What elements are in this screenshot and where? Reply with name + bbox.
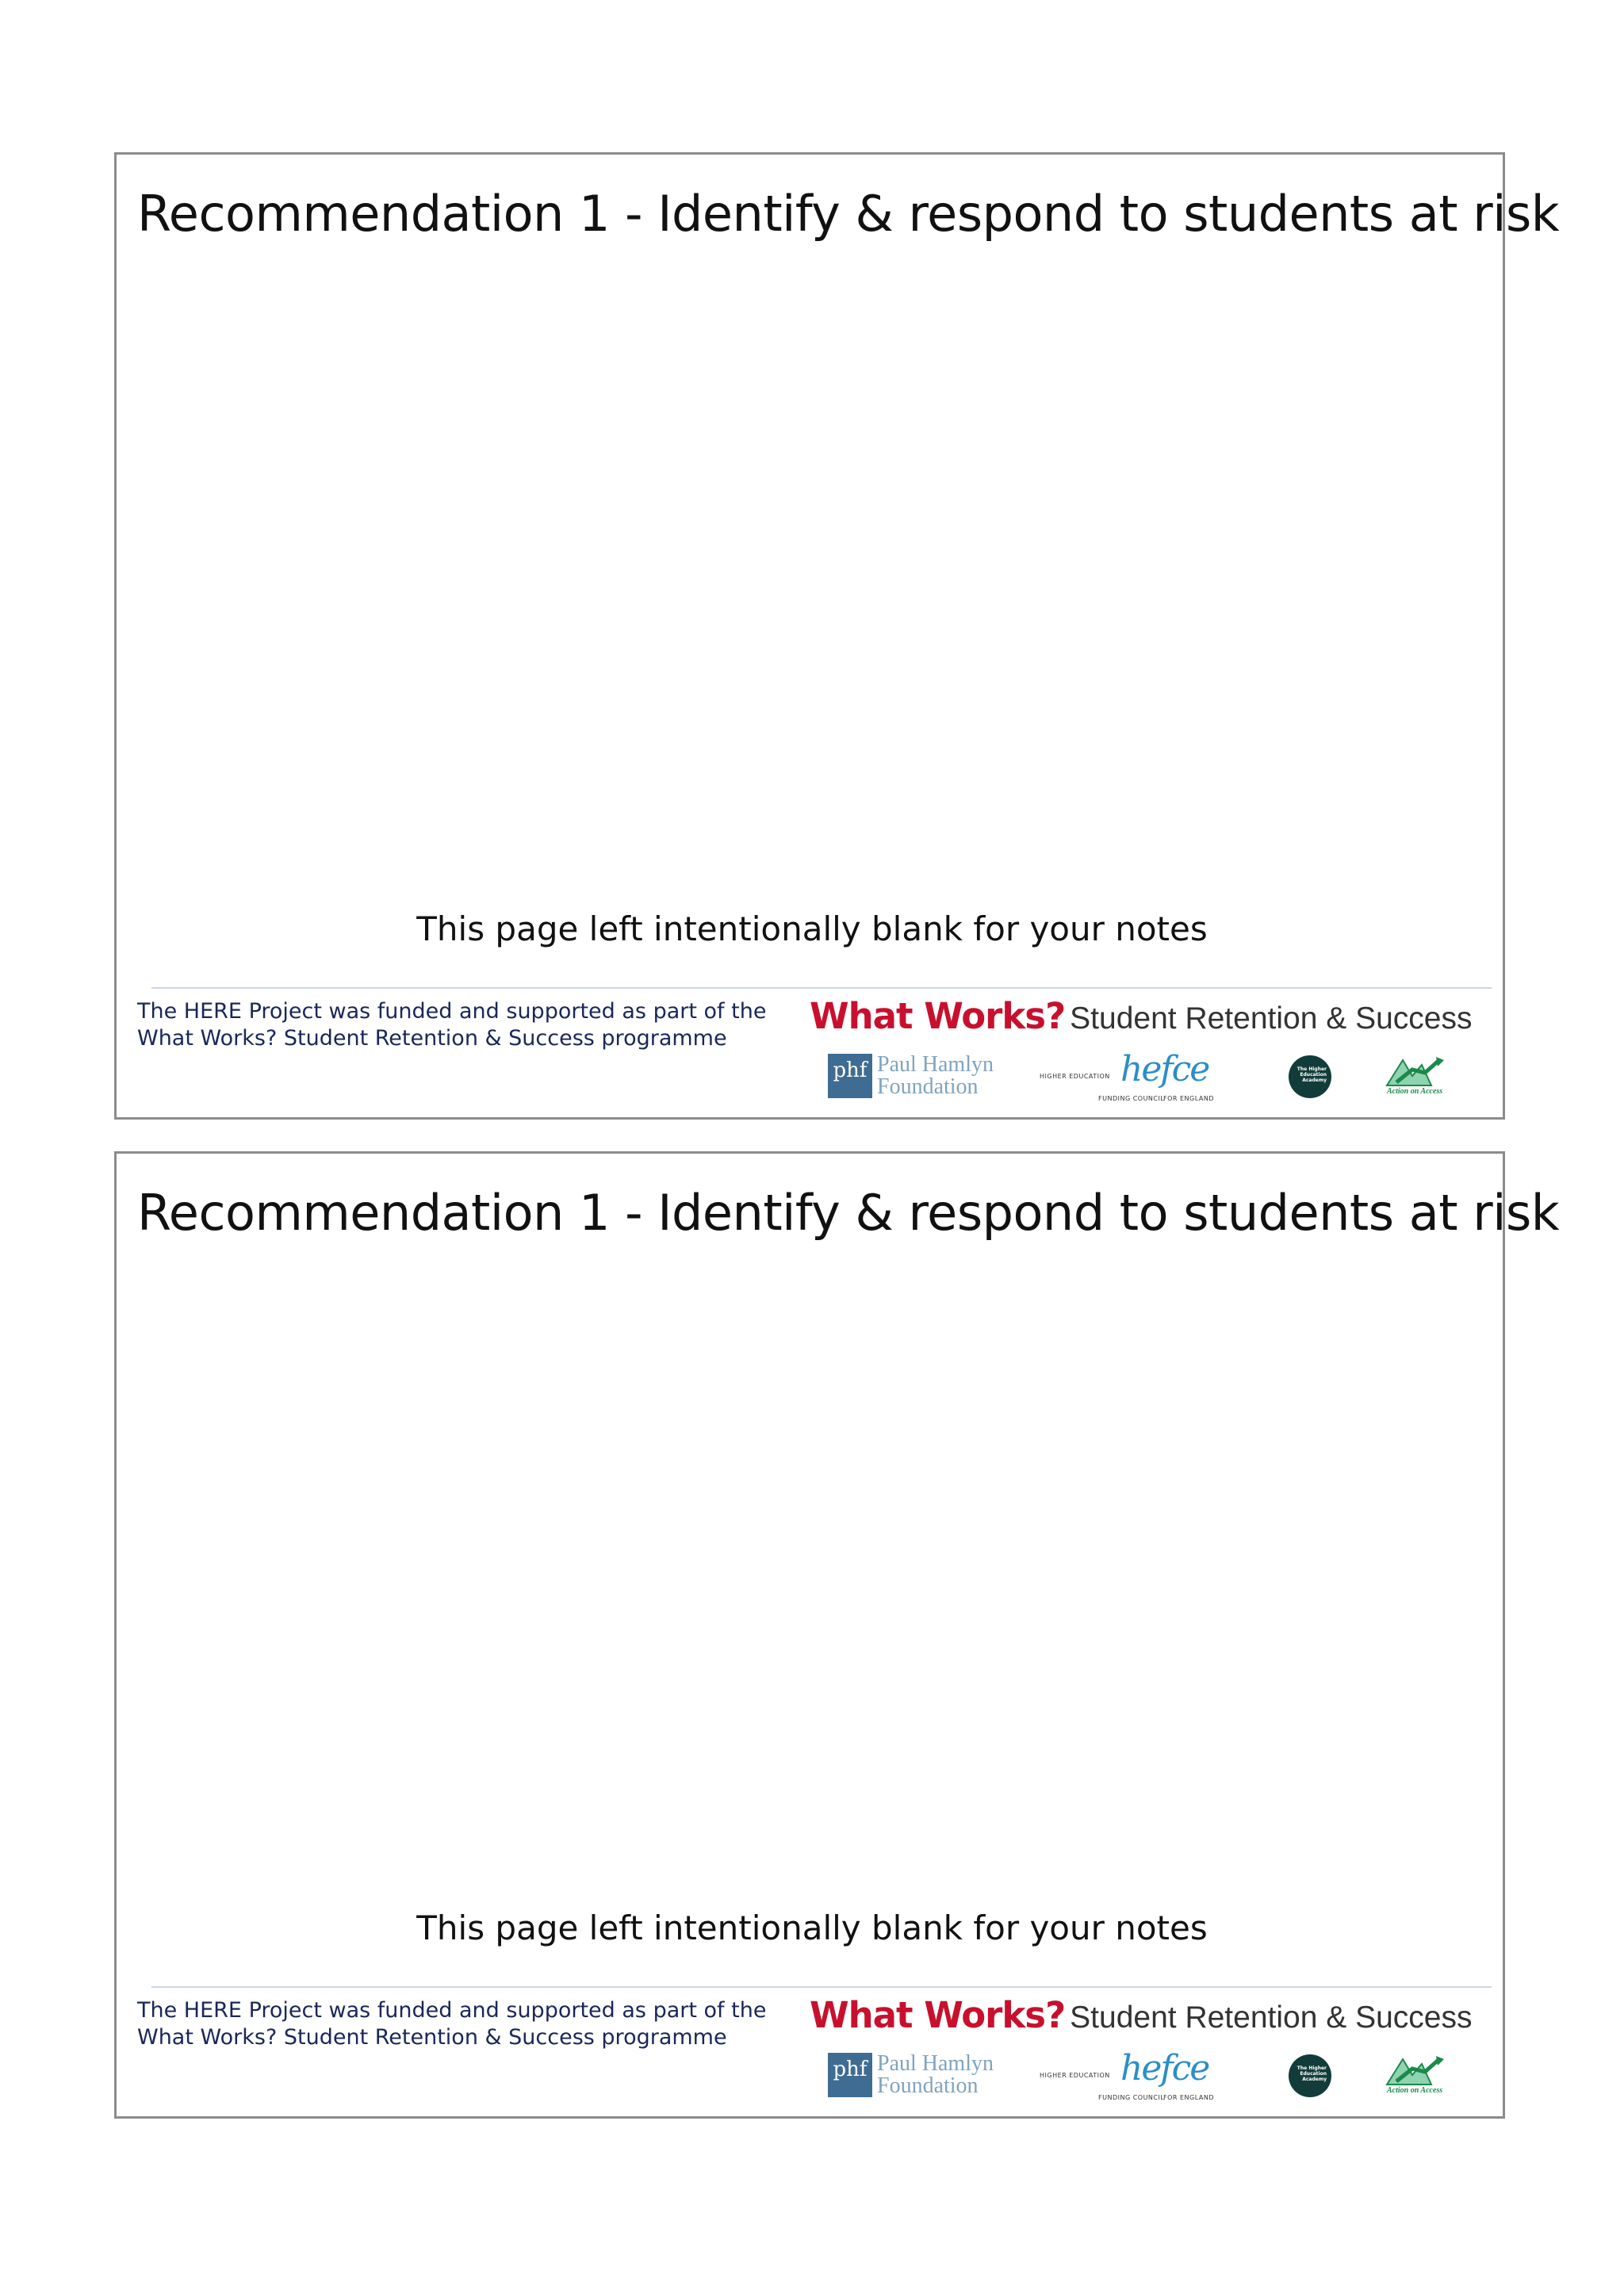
hefce-logo [1040, 1049, 1224, 1105]
funding-note [137, 998, 766, 1052]
hefce-line2: FUNDING COUNCIL [1098, 1095, 1165, 1102]
slide-frame [114, 152, 1560, 1120]
hefce-line1: HIGHER EDUCATION [1040, 1073, 1110, 1080]
paul-hamlyn-foundation-logo [828, 1054, 1022, 1098]
hea-text: The Higher Education Academy [1297, 1066, 1327, 1083]
aoa-text: Action on Access [1387, 2086, 1443, 2095]
what-works-subtitle: Student Retention & Success [1070, 1001, 1473, 1036]
footer-divider [151, 1986, 1492, 1988]
funding-note-line2: What Works? Student Retention & Success programme [137, 2025, 727, 2050]
phf-name [877, 2053, 994, 2097]
hefce-logo [1040, 2048, 1224, 2104]
paul-hamlyn-foundation-logo [828, 2053, 1022, 2097]
funding-note [137, 1997, 766, 2051]
what-works-banner [810, 1994, 1472, 2036]
phf-name-line1: Paul Hamlyn [877, 2051, 994, 2076]
phf-name-line2: Foundation [877, 1074, 979, 1099]
hefce-wordmark: hefce [1120, 2048, 1209, 2088]
slide-title: Recommendation 1 - Identify & respond to students at risk [137, 1184, 1560, 1242]
footer-divider [151, 987, 1492, 989]
what-works-title: What Works? [810, 1994, 1066, 2036]
slide-frame [114, 1151, 1560, 2119]
hea-circle-icon [1289, 2054, 1331, 2097]
hefce-line3: FOR ENGLAND [1163, 1095, 1214, 1102]
funding-note-line2: What Works? Student Retention & Success programme [137, 1026, 727, 1051]
phf-mark: phf [828, 1054, 872, 1098]
hefce-line2: FUNDING COUNCIL [1098, 2094, 1165, 2101]
what-works-subtitle: Student Retention & Success [1070, 2000, 1473, 2035]
what-works-title: What Works? [810, 995, 1066, 1037]
hefce-line3: FOR ENGLAND [1163, 2094, 1214, 2101]
what-works-banner [810, 995, 1472, 1037]
slide-title: Recommendation 1 - Identify & respond to students at risk [137, 185, 1560, 243]
higher-education-academy-logo [1289, 2054, 1331, 2097]
hefce-wordmark: hefce [1120, 1049, 1209, 1089]
phf-mark: phf [828, 2053, 872, 2097]
notes-placeholder-text: This page left intentionally blank for your notes [416, 1909, 1208, 1947]
hea-text: The Higher Education Academy [1297, 2066, 1327, 2082]
phf-name-line2: Foundation [877, 2073, 979, 2098]
aoa-text: Action on Access [1387, 1087, 1443, 1096]
action-on-access-logo [1381, 1054, 1476, 1098]
hefce-line1: HIGHER EDUCATION [1040, 2072, 1110, 2079]
hea-circle-icon [1289, 1055, 1331, 1098]
higher-education-academy-logo [1289, 1055, 1331, 1098]
phf-name-line1: Paul Hamlyn [877, 1052, 994, 1077]
funding-note-line1: The HERE Project was funded and supported as part of the [137, 1998, 767, 2023]
action-on-access-logo [1381, 2053, 1476, 2097]
phf-name [877, 1054, 994, 1098]
funding-note-line1: The HERE Project was funded and supported as part of the [137, 999, 767, 1024]
notes-placeholder-text: This page left intentionally blank for your notes [416, 909, 1208, 948]
